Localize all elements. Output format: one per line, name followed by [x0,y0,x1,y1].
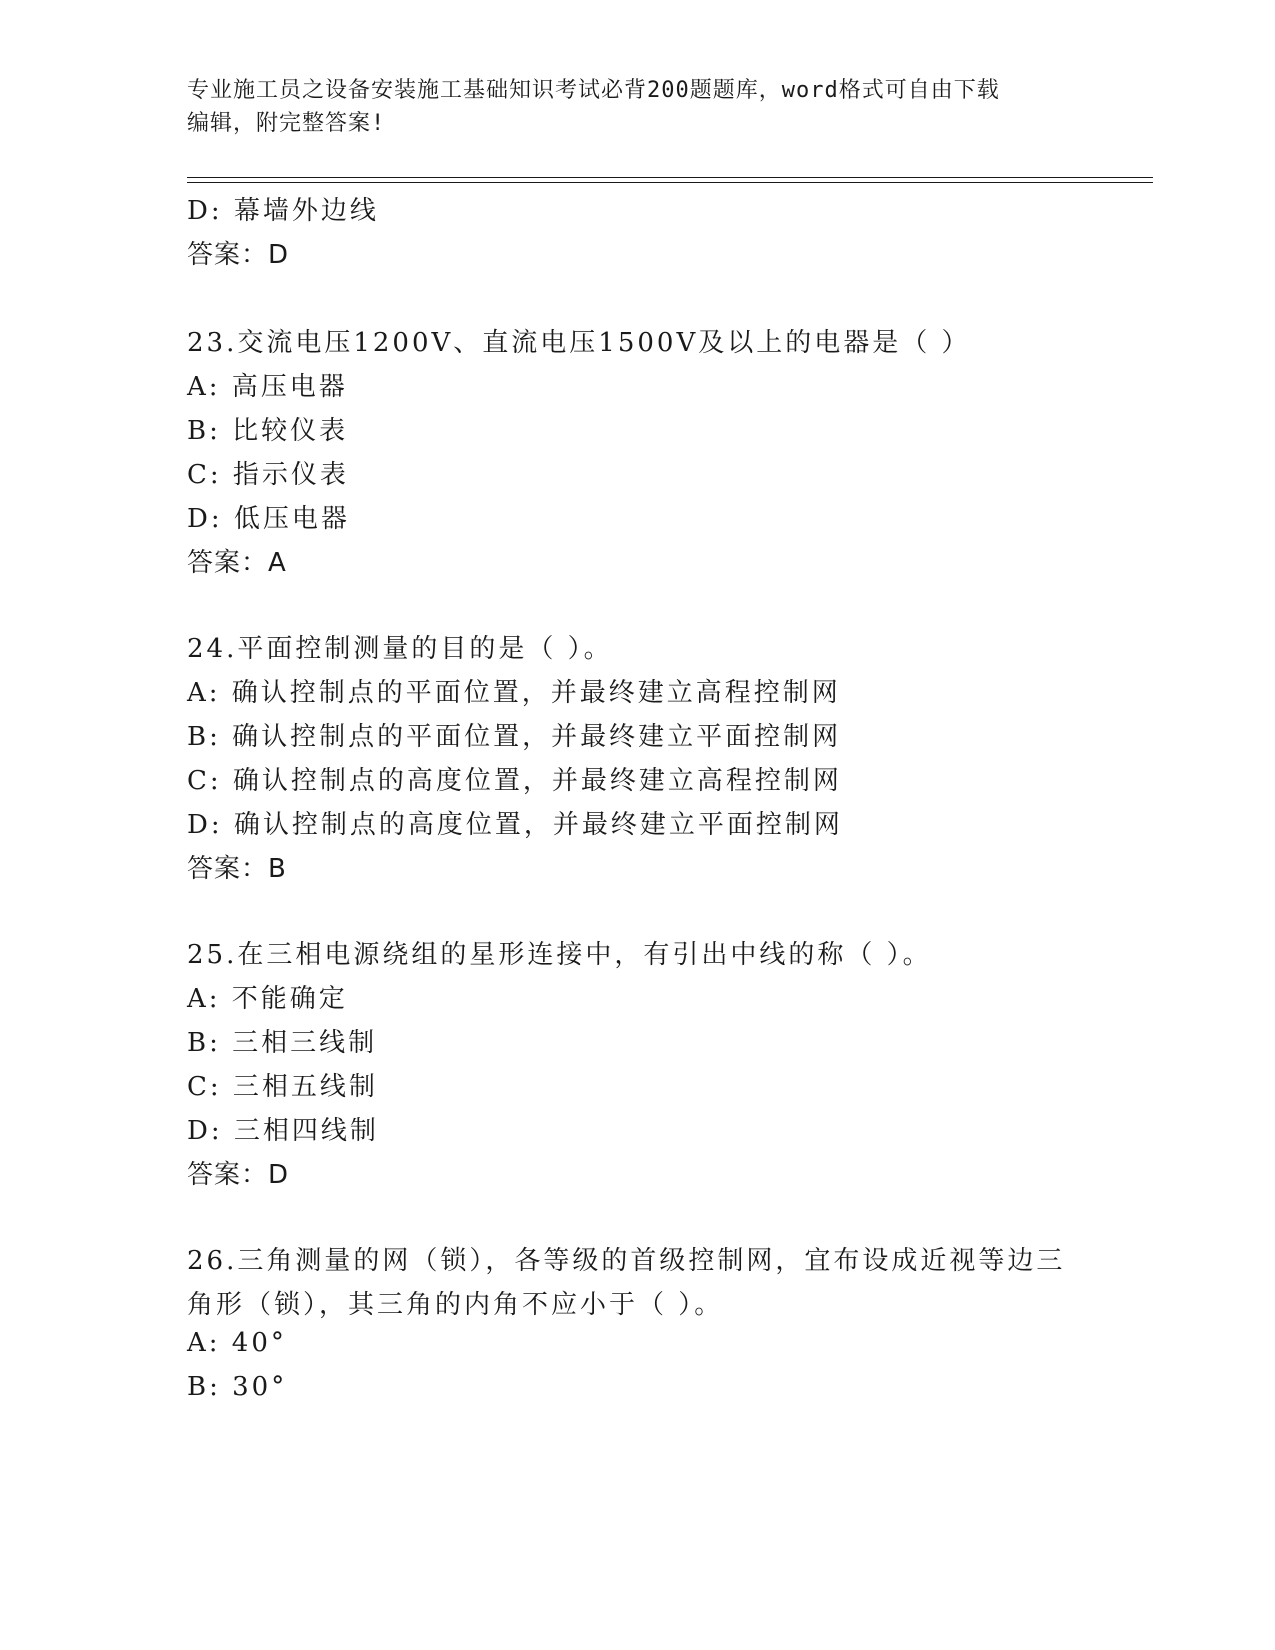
q25-question: 25.在三相电源绕组的星形连接中，有引出中线的称（ ）。 [187,940,932,970]
q24-option-d: D: 确认控制点的高度位置，并最终建立平面控制网 [187,810,843,840]
q22-answer: 答案：D [187,240,290,270]
q24-option-c: C: 确认控制点的高度位置，并最终建立高程控制网 [187,766,842,796]
q25-option-c: C: 三相五线制 [187,1072,378,1102]
q24-option-a: A: 确认控制点的平面位置，并最终建立高程控制网 [187,678,841,708]
q25-option-b: B: 三相三线制 [187,1028,378,1058]
q23-option-b: B: 比较仪表 [187,416,349,446]
q26-option-b: B: 30° [187,1372,288,1402]
q25-answer: 答案：D [187,1160,290,1190]
q22-option-d: D: 幕墙外边线 [187,196,379,226]
header-line-1: 专业施工员之设备安装施工基础知识考试必背200题题库，word格式可自由下载 [187,78,1000,103]
q23-answer: 答案：A [187,548,287,578]
q23-option-d: D: 低压电器 [187,504,350,534]
q24-question: 24.平面控制测量的目的是（ ）。 [187,634,613,664]
header-line-2: 编辑，附完整答案! [187,111,386,136]
document-header [187,74,1067,140]
q23-question: 23.交流电压1200V、直流电压1500V及以上的电器是（ ） [187,328,971,358]
q26-option-a: A: 40° [187,1328,287,1358]
q23-option-a: A: 高压电器 [187,372,348,402]
q25-option-d: D: 三相四线制 [187,1116,379,1146]
q24-answer: 答案：B [187,854,287,884]
q24-option-b: B: 确认控制点的平面位置，并最终建立平面控制网 [187,722,842,752]
q26-question-line-1: 26.三角测量的网（锁），各等级的首级控制网，宜布设成近视等边三 [187,1246,1066,1276]
q26-question-line-2: 角形（锁），其三角的内角不应小于（ ）。 [187,1290,724,1320]
header-divider-bottom [187,182,1153,183]
q23-option-c: C: 指示仪表 [187,460,349,490]
header-divider-top [187,177,1153,178]
q25-option-a: A: 不能确定 [187,984,348,1014]
